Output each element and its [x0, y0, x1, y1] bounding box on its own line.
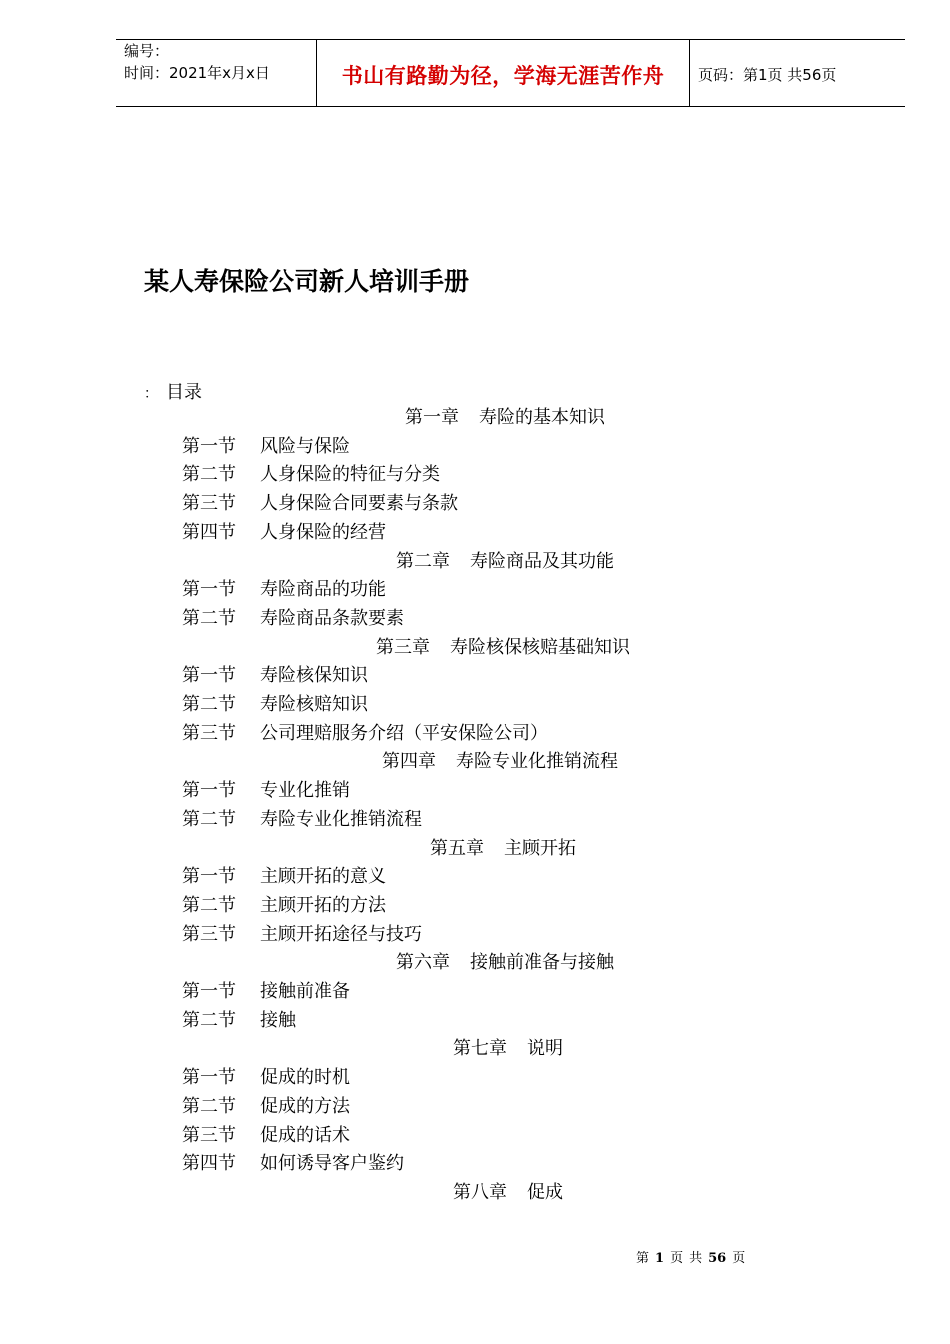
toc-chapter	[405, 407, 605, 429]
header-page-info: 页码：第1页 共56页	[698, 66, 837, 84]
toc-chapter	[430, 838, 576, 860]
page-footer	[636, 1247, 751, 1266]
section-title: 寿险商品的功能	[260, 579, 386, 600]
toc-section	[182, 694, 368, 716]
footer-total-word: 共	[689, 1251, 703, 1266]
section-title: 接触前准备	[260, 981, 350, 1002]
chapter-title: 主顾开拓	[504, 838, 576, 859]
toc-label: 目录	[166, 382, 202, 403]
section-number: 第二节	[182, 1010, 236, 1031]
toc-section	[182, 1153, 404, 1175]
section-title: 促成的时机	[260, 1067, 350, 1088]
section-number: 第二节	[182, 464, 236, 485]
section-number: 第一节	[182, 1067, 236, 1088]
section-number: 第一节	[182, 866, 236, 887]
toc-section	[182, 809, 422, 831]
section-title: 人身保险的特征与分类	[260, 464, 440, 485]
section-title: 专业化推销	[260, 780, 350, 801]
toc-chapter	[396, 551, 614, 573]
toc-section	[182, 780, 350, 802]
section-number: 第三节	[182, 924, 236, 945]
section-number: 第二节	[182, 608, 236, 629]
chapter-number: 第二章	[396, 551, 450, 572]
chapter-title: 接触前准备与接触	[470, 952, 614, 973]
section-title: 促成的话术	[260, 1125, 350, 1146]
toc-chapter	[382, 751, 618, 773]
toc-section	[182, 464, 440, 486]
section-title: 风险与保险	[260, 436, 350, 457]
date-label: 时间：2021年x月x日	[124, 64, 270, 82]
toc-section	[182, 981, 350, 1003]
toc-section	[182, 665, 368, 687]
section-title: 寿险商品条款要素	[260, 608, 404, 629]
toc-section	[182, 1067, 350, 1089]
footer-total-unit: 页	[732, 1251, 746, 1266]
chapter-title: 促成	[527, 1182, 563, 1203]
chapter-number: 第八章	[453, 1182, 507, 1203]
toc-section	[182, 436, 350, 458]
toc-heading	[144, 378, 202, 404]
chapter-number: 第三章	[376, 637, 430, 658]
serial-label: 编号：	[124, 42, 170, 60]
section-number: 第二节	[182, 895, 236, 916]
footer-total-number: 56	[708, 1251, 727, 1266]
chapter-title: 寿险商品及其功能	[470, 551, 614, 572]
section-title: 主顾开拓途径与技巧	[260, 924, 422, 945]
section-number: 第一节	[182, 436, 236, 457]
chapter-number: 第四章	[382, 751, 436, 772]
toc-section	[182, 924, 422, 946]
toc-chapter	[376, 637, 630, 659]
section-number: 第三节	[182, 723, 236, 744]
chapter-number: 第一章	[405, 407, 459, 428]
section-number: 第一节	[182, 579, 236, 600]
toc-section	[182, 895, 386, 917]
header-motto: 书山有路勤为径，学海无涯苦作舟	[341, 64, 665, 88]
toc-section	[182, 522, 386, 544]
toc-section	[182, 1096, 350, 1118]
section-title: 促成的方法	[260, 1096, 350, 1117]
document-title: 某人寿保险公司新人培训手册	[144, 267, 470, 296]
toc-chapter	[453, 1182, 563, 1204]
section-number: 第一节	[182, 981, 236, 1002]
footer-page-number: 1	[655, 1251, 665, 1266]
section-title: 接触	[260, 1010, 296, 1031]
section-title: 如何诱导客户鉴约	[260, 1153, 404, 1174]
chapter-title: 寿险核保核赔基础知识	[450, 637, 630, 658]
toc-section	[182, 1125, 350, 1147]
toc-section	[182, 1010, 296, 1032]
toc-chapter	[396, 952, 614, 974]
section-number: 第四节	[182, 1153, 236, 1174]
footer-page-word: 第	[636, 1251, 650, 1266]
section-title: 主顾开拓的方法	[260, 895, 386, 916]
section-number: 第二节	[182, 694, 236, 715]
section-title: 寿险核赔知识	[260, 694, 368, 715]
section-title: 主顾开拓的意义	[260, 866, 386, 887]
section-title: 寿险专业化推销流程	[260, 809, 422, 830]
section-number: 第四节	[182, 522, 236, 543]
chapter-number: 第五章	[430, 838, 484, 859]
toc-section	[182, 493, 458, 515]
section-number: 第一节	[182, 665, 236, 686]
toc-section	[182, 723, 548, 745]
toc-marker: ：	[144, 386, 158, 402]
toc-section	[182, 866, 386, 888]
section-number: 第二节	[182, 1096, 236, 1117]
section-title: 人身保险合同要素与条款	[260, 493, 458, 514]
section-number: 第二节	[182, 809, 236, 830]
section-number: 第三节	[182, 493, 236, 514]
chapter-title: 说明	[527, 1038, 563, 1059]
footer-page-unit: 页	[670, 1251, 684, 1266]
chapter-number: 第七章	[453, 1038, 507, 1059]
toc-section	[182, 608, 404, 630]
header-left-cell	[124, 40, 270, 84]
chapter-title: 寿险专业化推销流程	[456, 751, 618, 772]
section-title: 公司理赔服务介绍（平安保险公司）	[260, 723, 548, 744]
chapter-number: 第六章	[396, 952, 450, 973]
toc-chapter	[453, 1038, 563, 1060]
section-number: 第一节	[182, 780, 236, 801]
section-number: 第三节	[182, 1125, 236, 1146]
toc-section	[182, 579, 386, 601]
header-bottom-rule	[116, 106, 905, 107]
section-title: 寿险核保知识	[260, 665, 368, 686]
section-title: 人身保险的经营	[260, 522, 386, 543]
chapter-title: 寿险的基本知识	[479, 407, 605, 428]
